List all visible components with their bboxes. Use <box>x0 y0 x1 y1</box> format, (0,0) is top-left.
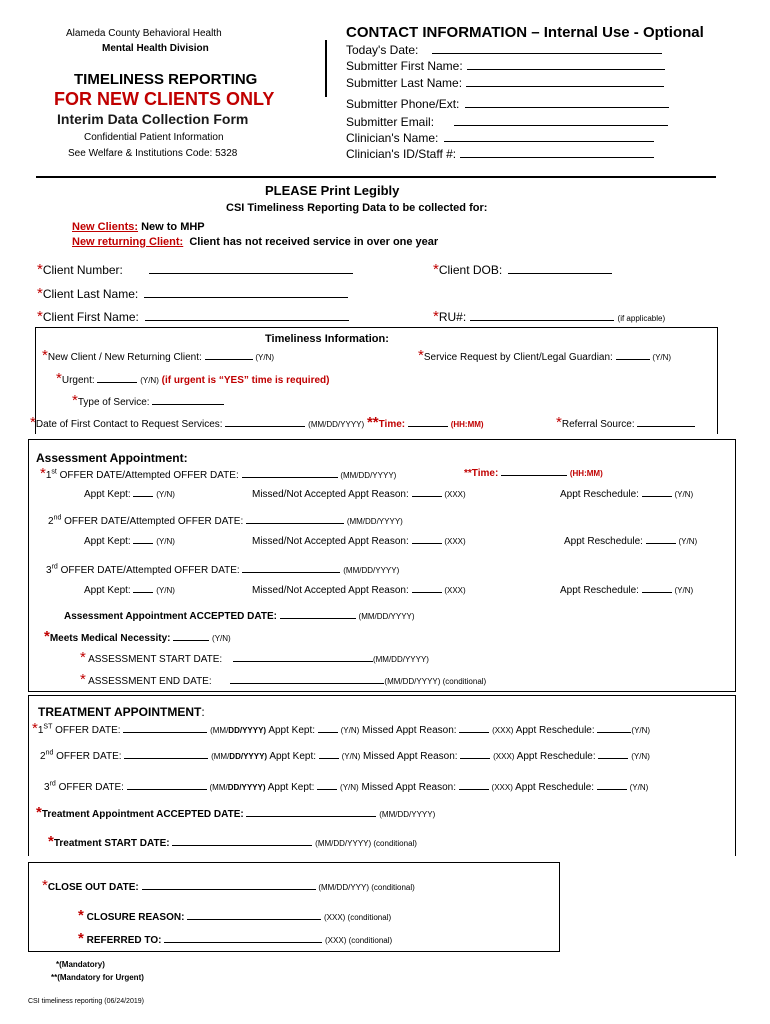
ru-field[interactable] <box>470 310 614 321</box>
treatment-offer-1-input[interactable] <box>123 722 207 733</box>
treatment-accepted: *Treatment Appointment ACCEPTED DATE: (MM/DD/YYYY) <box>36 804 436 821</box>
contact-clinician: Clinician's Name: <box>346 131 654 145</box>
clinician-field[interactable] <box>444 131 654 142</box>
header-divider <box>325 40 327 97</box>
agency-name: Alameda County Behavioral Health <box>66 28 222 39</box>
assessment-offer-1-input[interactable] <box>242 467 338 478</box>
assessment-offer-1: *1st OFFER DATE/Attempted OFFER DATE: (MM/DD/YYYY) <box>40 465 397 482</box>
first-contact-input[interactable] <box>225 416 305 427</box>
reschedule-3-input[interactable] <box>642 582 672 593</box>
reschedule-1: Appt Reschedule: (Y/N) <box>560 486 693 500</box>
client-first-name-field[interactable] <box>145 310 349 321</box>
treatment-offer-1: *1ST OFFER DATE: (MM/DD/YYYY) Appt Kept: (Y/N) Missed Appt Reason: (XXX) Appt Reschedule: (Y/N) <box>32 720 651 737</box>
contact-email: Submitter Email: <box>346 115 668 129</box>
medical-necessity: *Meets Medical Necessity: (Y/N) <box>44 628 231 645</box>
assessment-title: Assessment Appointment: <box>36 451 188 465</box>
confidential-note: Confidential Patient Information <box>84 132 224 143</box>
returning-line: New returning Client: Client has not received service in over one year <box>72 236 439 248</box>
new-returning-input[interactable] <box>205 349 253 360</box>
assessment-start-input[interactable] <box>233 651 373 662</box>
referral-input[interactable] <box>637 416 695 427</box>
closeout-date: *CLOSE OUT DATE: (MM/DD/YYY) (conditional) <box>42 877 415 894</box>
assessment-offer-2-input[interactable] <box>246 513 344 524</box>
closure-reason-input[interactable] <box>187 909 321 920</box>
assessment-offer-3: 3rd OFFER DATE/Attempted OFFER DATE: (MM/DD/YYYY) <box>46 563 400 576</box>
appt-kept-1: Appt Kept: (Y/N) <box>84 486 175 500</box>
treatment-kept-3-input[interactable] <box>317 779 337 790</box>
last-name-field[interactable] <box>466 76 664 87</box>
service-request-input[interactable] <box>616 349 650 360</box>
treatment-reschedule-2-input[interactable] <box>598 748 628 759</box>
reschedule-2: Appt Reschedule: (Y/N) <box>564 533 697 547</box>
assessment-accepted: Assessment Appointment ACCEPTED DATE: (MM/DD/YYYY) <box>64 608 415 622</box>
print-legibly: PLEASE Print Legibly <box>265 183 400 198</box>
treatment-missed-2-input[interactable] <box>460 748 490 759</box>
csi-heading: CSI Timeliness Reporting Data to be collected for: <box>226 202 488 214</box>
appt-kept-2-input[interactable] <box>133 533 153 544</box>
client-last-name-field[interactable] <box>144 287 348 298</box>
type-service-field: *Type of Service: <box>72 392 224 409</box>
missed-reason-2-input[interactable] <box>412 533 442 544</box>
legend-mandatory: *(Mandatory) <box>56 960 105 969</box>
treatment-start-input[interactable] <box>172 835 312 846</box>
referred-to-input[interactable] <box>164 932 322 943</box>
form-title: TIMELINESS REPORTING <box>74 71 258 88</box>
treatment-offer-3-input[interactable] <box>127 779 207 790</box>
form-name: Interim Data Collection Form <box>57 111 249 127</box>
client-ru: *RU#: (if applicable) <box>433 308 666 325</box>
treatment-missed-1-input[interactable] <box>459 722 489 733</box>
form-subtitle: FOR NEW CLIENTS ONLY <box>54 89 275 109</box>
appt-kept-3: Appt Kept: (Y/N) <box>84 582 175 596</box>
contact-time-input[interactable] <box>408 416 448 427</box>
missed-reason-1: Missed/Not Accepted Appt Reason: (XXX) <box>252 486 466 500</box>
missed-reason-3-input[interactable] <box>412 582 442 593</box>
closeout-date-input[interactable] <box>142 879 316 890</box>
code-note: See Welfare & Institutions Code: 5328 <box>68 148 238 159</box>
type-service-input[interactable] <box>152 394 224 405</box>
assessment-end: * ASSESSMENT END DATE: (MM/DD/YYYY) (conditional) <box>80 671 487 688</box>
contact-first-name: Submitter First Name: <box>346 59 665 73</box>
treatment-kept-1-input[interactable] <box>318 722 338 733</box>
reschedule-3: Appt Reschedule: (Y/N) <box>560 582 693 596</box>
urgent-field: *Urgent: (Y/N) (if urgent is “YES” time is required) <box>56 370 330 387</box>
appt-kept-2: Appt Kept: (Y/N) <box>84 533 175 547</box>
clinician-id-field[interactable] <box>460 147 654 158</box>
first-contact-field: *Date of First Contact to Request Services: (MM/DD/YYYY) **Time: (HH:MM) <box>30 414 484 431</box>
contact-title: CONTACT INFORMATION – Internal Use - Optional <box>346 24 704 41</box>
email-field[interactable] <box>454 115 668 126</box>
client-dob-field[interactable] <box>508 263 612 274</box>
treatment-title: TREATMENT APPOINTMENT: <box>38 705 205 719</box>
missed-reason-2: Missed/Not Accepted Appt Reason: (XXX) <box>252 533 466 547</box>
contact-phone: Submitter Phone/Ext: <box>346 97 669 111</box>
referral-field: *Referral Source: <box>556 414 695 431</box>
client-dob: *Client DOB: <box>433 261 612 278</box>
appt-kept-1-input[interactable] <box>133 486 153 497</box>
treatment-offer-3: 3rd OFFER DATE: (MM/DD/YYYY) Appt Kept: (Y/N) Missed Appt Reason: (XXX) Appt Reschedule: (Y/N) <box>44 780 649 793</box>
phone-field[interactable] <box>465 97 669 108</box>
treatment-offer-2: 2nd OFFER DATE: (MM/DD/YYYY) Appt Kept: (Y/N) Missed Appt Reason: (XXX) Appt Reschedule: (Y/N) <box>40 749 650 762</box>
reschedule-1-input[interactable] <box>642 486 672 497</box>
assessment-end-input[interactable] <box>230 673 384 684</box>
urgent-input[interactable] <box>97 372 137 383</box>
assessment-time-input[interactable] <box>501 465 567 476</box>
treatment-reschedule-3-input[interactable] <box>597 779 627 790</box>
medical-necessity-input[interactable] <box>173 630 209 641</box>
client-last-name: *Client Last Name: <box>37 285 348 302</box>
treatment-offer-2-input[interactable] <box>124 748 208 759</box>
first-name-field[interactable] <box>467 59 665 70</box>
assessment-accepted-input[interactable] <box>280 608 356 619</box>
referred-to: * REFERRED TO: (XXX) (conditional) <box>78 930 393 947</box>
treatment-start: *Treatment START DATE: (MM/DD/YYYY) (conditional) <box>48 833 417 850</box>
assessment-offer-2: 2nd OFFER DATE/Attempted OFFER DATE: (MM/DD/YYYY) <box>48 514 403 527</box>
client-number-field[interactable] <box>149 263 353 274</box>
closure-reason: * CLOSURE REASON: (XXX) (conditional) <box>78 907 392 924</box>
footer-note: CSI timeliness reporting (06/24/2019) <box>28 998 144 1005</box>
header-rule <box>36 176 716 178</box>
treatment-reschedule-1-input[interactable] <box>597 722 631 733</box>
assessment-offer-1-time: **Time: (HH:MM) <box>464 465 603 479</box>
treatment-missed-3-input[interactable] <box>459 779 489 790</box>
service-request-field: *Service Request by Client/Legal Guardian: (Y/N) <box>418 347 672 364</box>
missed-reason-3: Missed/Not Accepted Appt Reason: (XXX) <box>252 582 466 596</box>
legend-urgent: **(Mandatory for Urgent) <box>51 973 144 982</box>
assessment-offer-3-input[interactable] <box>242 562 340 573</box>
appt-kept-3-input[interactable] <box>133 582 153 593</box>
timeliness-title: Timeliness Information: <box>265 333 389 345</box>
client-number: *Client Number: <box>37 261 353 278</box>
client-first-name: *Client First Name: <box>37 308 349 325</box>
treatment-kept-2-input[interactable] <box>319 748 339 759</box>
reschedule-2-input[interactable] <box>646 533 676 544</box>
todays-date-field[interactable] <box>432 43 662 54</box>
assessment-start: * ASSESSMENT START DATE: (MM/DD/YYYY) <box>80 649 429 666</box>
division-name: Mental Health Division <box>102 43 209 54</box>
new-returning-field: *New Client / New Returning Client: (Y/N) <box>42 347 275 364</box>
treatment-accepted-input[interactable] <box>246 806 376 817</box>
new-clients-line: New Clients: New to MHP <box>72 221 205 233</box>
contact-last-name: Submitter Last Name: <box>346 76 664 90</box>
contact-clinician-id: Clinician's ID/Staff #: <box>346 147 654 161</box>
missed-reason-1-input[interactable] <box>412 486 442 497</box>
contact-todays-date: Today's Date: <box>346 43 662 57</box>
